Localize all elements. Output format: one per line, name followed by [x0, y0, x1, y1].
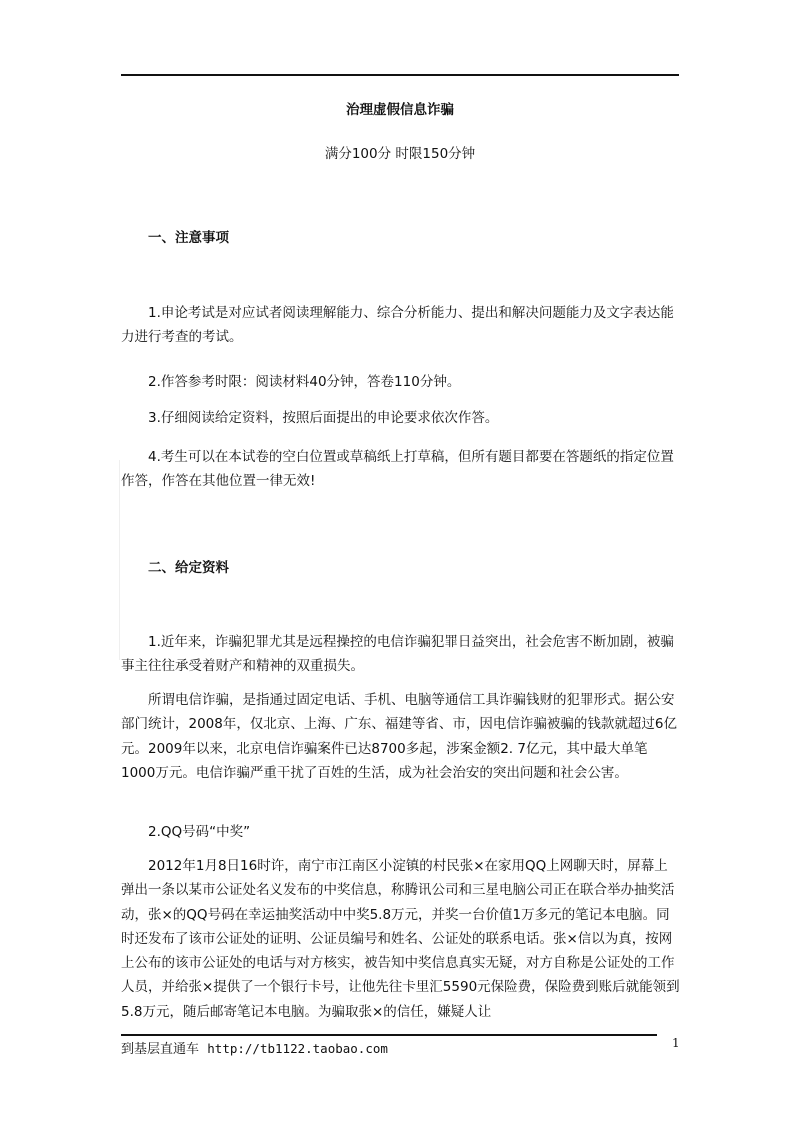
notes-item-3: 3.仔细阅读给定资料，按照后面提出的申论要求依次作答。 — [148, 410, 499, 426]
document-subtitle: 满分100分 时限150分钟 — [324, 146, 476, 162]
section-heading-notes: 一、注意事项 — [148, 230, 229, 246]
notes-item-4: 4.考生可以在本试卷的空白位置或草稿纸上打草稿，但所有题目都要在答题纸的指定位置作答，作答在其他位置一律无效! — [121, 449, 674, 490]
notes-item-2: 2.作答参考时限：阅读材料40分钟，答卷110分钟。 — [148, 374, 461, 390]
footer — [121, 1038, 388, 1057]
footer-url: http://tb1122.taobao.com — [207, 1041, 388, 1056]
materials-subheading-qq: 2.QQ号码“中奖” — [148, 824, 251, 840]
footer-rule — [121, 1034, 657, 1036]
section-heading-materials: 二、给定资料 — [148, 560, 229, 576]
notes-item-1: 1.申论考试是对应试者阅读理解能力、综合分析能力、提出和解决问题能力及文字表达能力进行考查的考试。 — [121, 305, 674, 346]
page-number: 1 — [672, 1036, 680, 1050]
header-rule — [121, 74, 679, 76]
footer-label: 到基层直通车 — [121, 1042, 200, 1057]
materials-paragraph-2: 所谓电信诈骗，是指通过固定电话、手机、电脑等通信工具诈骗钱财的犯罪形式。据公安部门统计，2008年，仅北京、上海、广东、福建等省、市，因电信诈骗被骗的钱款就超过6亿元。2009年以来，北京电信诈骗案件已达8700多起，涉案金额2. 7亿元，其中最大单笔1000万元。电信诈骗严重干扰了百姓的生活，成为社会治安的突出问题和社会公害。 — [121, 692, 677, 781]
materials-paragraph-3: 2012年1月8日16时许，南宁市江南区小淀镇的村民张×在家用QQ上网聊天时，屏幕上弹出一条以某市公证处名义发布的中奖信息，称腾讯公司和三星电脑公司正在联合举办抽奖活动，张×的QQ号码在幸运抽奖活动中中奖5.8万元，并奖一台价值1万多元的笔记本电脑。同时还发布了该市公证处的证明、公证员编号和姓名、公证处的联系电话。张×信以为真，按网上公布的该市公证处的电话与对方核实，被告知中奖信息真实无疑，对方自称是公证处的工作人员，并给张×提供了一个银行卡号，让他先往卡里汇5590元保险费，保险费到账后就能领到5.8万元，随后邮寄笔记本电脑。为骗取张×的信任，嫌疑人让 — [121, 858, 680, 1020]
document-title: 治理虚假信息诈骗 — [346, 102, 454, 118]
materials-paragraph-1: 1.近年来，诈骗犯罪尤其是远程操控的电信诈骗犯罪日益突出，社会危害不断加剧，被骗事主往往承受着财产和精神的双重损失。 — [121, 634, 674, 675]
scan-artifact-line — [119, 460, 120, 660]
